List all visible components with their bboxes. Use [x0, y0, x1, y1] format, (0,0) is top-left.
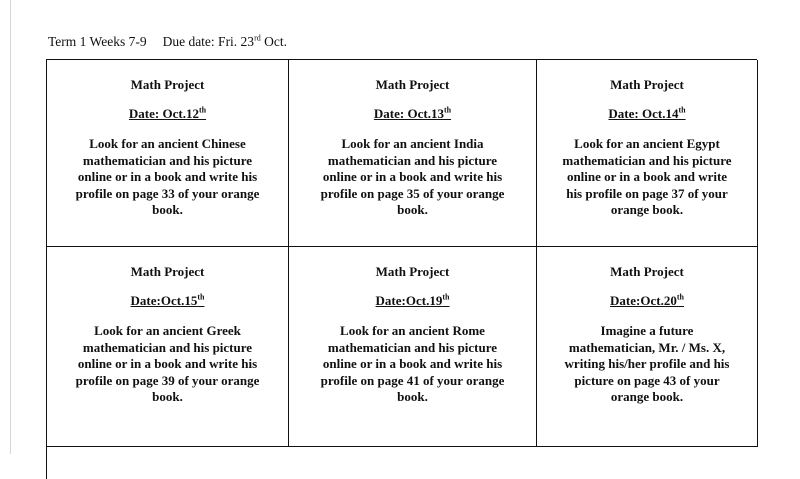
card-date: Date: Oct.14th	[608, 105, 686, 121]
document-header	[48, 34, 287, 50]
card-date: Date:Oct.20th	[610, 292, 684, 308]
due-date-label: Due date: Fri. 23rd Oct.	[162, 33, 287, 49]
card-title: Math Project	[375, 77, 450, 92]
project-card-2	[289, 60, 537, 247]
project-card-5	[289, 247, 537, 447]
card-date: Date: Oct.12th	[128, 105, 207, 121]
project-card-3	[537, 60, 758, 247]
card-description: Imagine a future mathematician, Mr. / Ms. X, writing his/her profile and his picture on page 43 of your orange book.	[564, 323, 730, 404]
term-label: Term 1 Weeks 7-9	[48, 34, 147, 49]
card-description: Look for an ancient Rome mathematician and his picture online or in a book and write his profile on page 41 of your orange book.	[320, 323, 505, 404]
card-title: Math Project	[610, 77, 684, 92]
card-description: Look for an ancient Chinese mathematician and his picture online or in a book and write his profile on page 33 of your orange book.	[75, 136, 260, 217]
card-description: Look for an ancient Egypt mathematician and his picture online or in a book and write his profile on page 37 of your orange book.	[562, 136, 732, 217]
card-date: Date:Oct.19th	[375, 292, 450, 308]
card-date: Date: Oct.13th	[373, 105, 452, 121]
project-card-6	[537, 247, 758, 447]
card-title: Math Project	[130, 77, 205, 92]
page-left-border	[10, 0, 11, 454]
card-title: Math Project	[130, 264, 205, 279]
card-title: Math Project	[375, 264, 450, 279]
card-description: Look for an ancient India mathematician and his picture online or in a book and write his profile on page 35 of your orange book.	[320, 136, 505, 217]
card-description: Look for an ancient Greek mathematician and his picture online or in a book and write his profile on page 39 of your orange book.	[75, 323, 260, 404]
project-table	[46, 59, 757, 479]
project-card-1	[47, 60, 289, 247]
project-card-4	[47, 247, 289, 447]
card-date: Date:Oct.15th	[130, 292, 205, 308]
card-title: Math Project	[610, 264, 684, 279]
